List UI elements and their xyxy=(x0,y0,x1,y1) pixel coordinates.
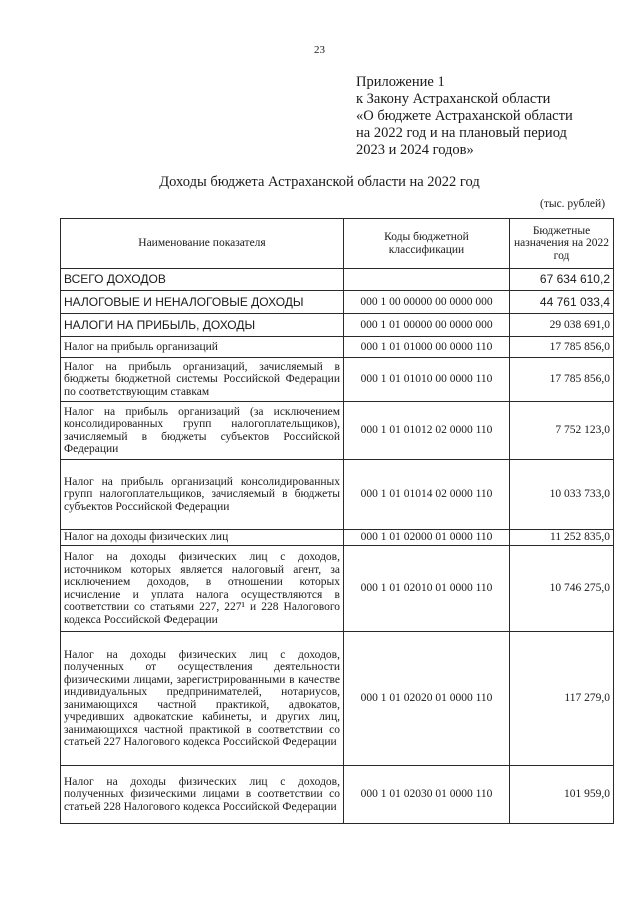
header-amount: Бюджетные назначения на 2022 год xyxy=(510,219,614,269)
row-code: 000 1 01 00000 00 0000 000 xyxy=(344,314,510,337)
appendix-line: 2023 и 2024 годов» xyxy=(356,142,474,158)
page-number: 23 xyxy=(314,44,325,56)
row-code: 000 1 01 02020 01 0000 110 xyxy=(344,632,510,766)
row-code: 000 1 00 00000 00 0000 000 xyxy=(344,291,510,314)
row-code: 000 1 01 02010 01 0000 110 xyxy=(344,546,510,632)
row-name: НАЛОГИ НА ПРИБЫЛЬ, ДОХОДЫ xyxy=(61,314,344,337)
table-row xyxy=(61,402,614,460)
row-amount: 10 033 733,0 xyxy=(510,460,614,530)
row-amount: 10 746 275,0 xyxy=(510,546,614,632)
row-amount: 117 279,0 xyxy=(510,632,614,766)
table-row xyxy=(61,546,614,632)
row-amount: 29 038 691,0 xyxy=(510,314,614,337)
row-name: Налог на доходы физических лиц xyxy=(61,530,344,546)
units-note: (тыс. рублей) xyxy=(540,198,606,210)
table-row xyxy=(61,269,614,291)
row-code: 000 1 01 01014 02 0000 110 xyxy=(344,460,510,530)
appendix-line: «О бюджете Астраханской области xyxy=(356,108,573,124)
table-row xyxy=(61,337,614,358)
row-name: НАЛОГОВЫЕ И НЕНАЛОГОВЫЕ ДОХОДЫ xyxy=(61,291,344,314)
appendix-caption xyxy=(356,74,573,159)
row-name: Налог на доходы физических лиц с доходов, полученных физическими лицами в соответствии со статьей 228 Налогового кодекса Российской Федерации xyxy=(61,766,344,824)
row-name: Налог на доходы физических лиц с доходов, полученных от осуществления деятельности физическими лицами, зарегистрированными в качестве индивидуальных предпринимателей, нотариусов, занимающихся частной практикой, адвокатов, учредивших адвокатские кабинеты, и других лиц, занимающихся частной практикой в соответствии со статьей 227 Налогового кодекса Российской Федерации xyxy=(61,632,344,766)
row-code: 000 1 01 01012 02 0000 110 xyxy=(344,402,510,460)
table-row xyxy=(61,632,614,766)
table-row xyxy=(61,291,614,314)
row-amount: 44 761 033,4 xyxy=(510,291,614,314)
appendix-line: на 2022 год и на плановый период xyxy=(356,125,567,141)
row-name: ВСЕГО ДОХОДОВ xyxy=(61,269,344,291)
row-amount: 7 752 123,0 xyxy=(510,402,614,460)
row-name: Налог на прибыль организаций xyxy=(61,337,344,358)
row-code xyxy=(344,269,510,291)
table-header-row xyxy=(61,219,614,269)
row-amount: 17 785 856,0 xyxy=(510,358,614,402)
row-name: Налог на прибыль организаций, зачисляемый в бюджеты бюджетной системы Российской Федерации по соответствующим ставкам xyxy=(61,358,344,402)
row-code: 000 1 01 02030 01 0000 110 xyxy=(344,766,510,824)
row-code: 000 1 01 01000 00 0000 110 xyxy=(344,337,510,358)
row-name: Налог на прибыль организаций (за исключением консолидированных групп налогоплательщиков), зачисляемый в бюджеты субъектов Российской Федерации xyxy=(61,402,344,460)
row-name: Налог на доходы физических лиц с доходов, источником которых является налоговый агент, за исключением доходов, в отношении которых исчисление и уплата налога осуществляются в соответствии со статьями 227, 227¹ и 228 Налогового кодекса Российской Федерации xyxy=(61,546,344,632)
table-row xyxy=(61,314,614,337)
row-name: Налог на прибыль организаций консолидированных групп налогоплательщиков, зачисляемый в бюджеты субъектов Российской Федерации xyxy=(61,460,344,530)
appendix-line: к Закону Астраханской области xyxy=(356,91,551,107)
table-row xyxy=(61,460,614,530)
row-amount: 11 252 835,0 xyxy=(510,530,614,546)
row-amount: 101 959,0 xyxy=(510,766,614,824)
row-code: 000 1 01 02000 01 0000 110 xyxy=(344,530,510,546)
header-name: Наименование показателя xyxy=(61,219,344,269)
row-code: 000 1 01 01010 00 0000 110 xyxy=(344,358,510,402)
row-amount: 17 785 856,0 xyxy=(510,337,614,358)
document-title: Доходы бюджета Астраханской области на 2022 год xyxy=(159,174,480,190)
appendix-line: Приложение 1 xyxy=(356,74,445,90)
revenue-table xyxy=(60,218,614,824)
table-row xyxy=(61,358,614,402)
table-row xyxy=(61,766,614,824)
header-code: Коды бюджетной классификации xyxy=(344,219,510,269)
table-row xyxy=(61,530,614,546)
row-amount: 67 634 610,2 xyxy=(510,269,614,291)
